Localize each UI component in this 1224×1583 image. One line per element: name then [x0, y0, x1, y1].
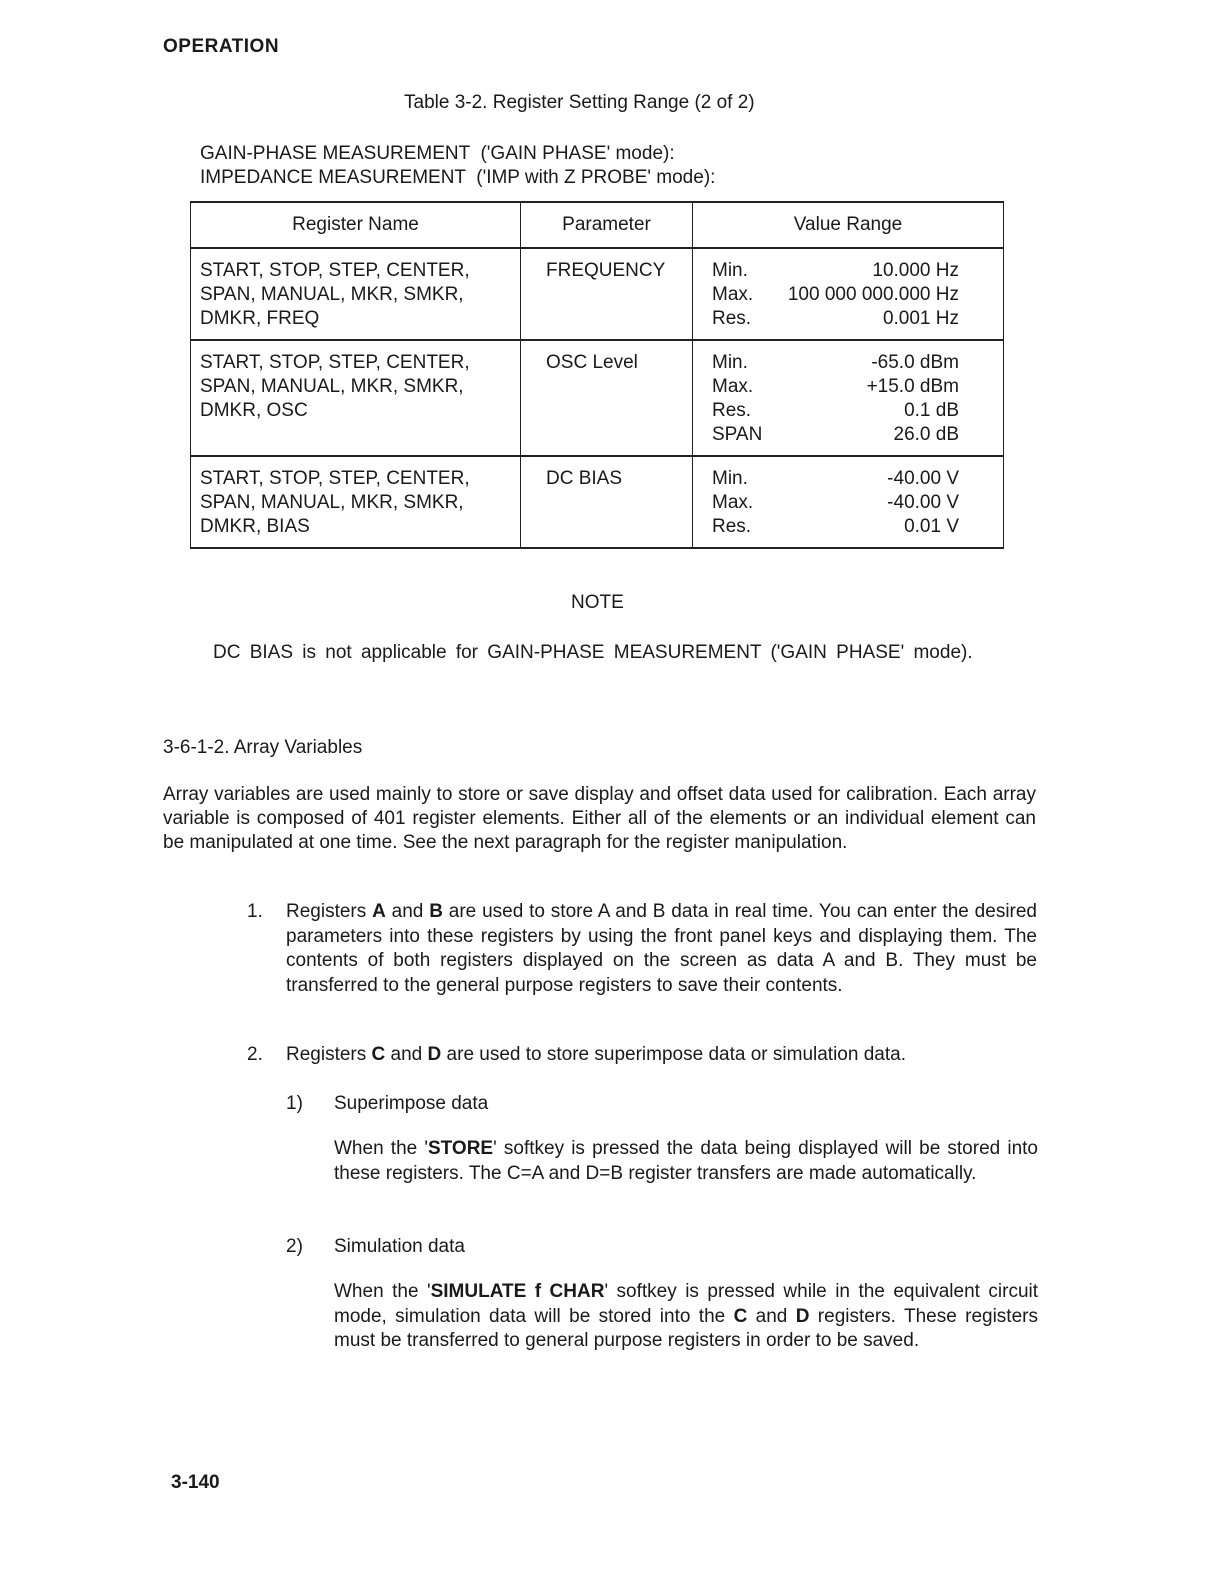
value-label: Min. — [712, 352, 748, 373]
section-header: OPERATION — [163, 36, 280, 57]
value-amount: 10.000 Hz — [872, 260, 959, 281]
parameter-cell: OSC Level — [521, 340, 693, 456]
value-label: Max. — [712, 376, 754, 397]
list-item-number: 2. — [247, 1044, 263, 1065]
column-header-parameter: Parameter — [521, 202, 693, 248]
table-row — [191, 340, 1004, 456]
register-name-line: SPAN, MANUAL, MKR, SMKR, — [200, 492, 464, 513]
sub-list-item-title: Simulation data — [334, 1236, 465, 1257]
value-amount: 26.0 dB — [893, 424, 959, 445]
register-names-cell — [191, 456, 521, 548]
column-header-register-name: Register Name — [191, 202, 521, 248]
list-item-text: Registers C and D are used to store superimpose data or simulation data. — [286, 1044, 906, 1065]
note-text: DC BIAS is not applicable for GAIN-PHASE MEASUREMENT ('GAIN PHASE' mode). — [213, 642, 973, 663]
table-header-row — [191, 202, 1004, 248]
register-name-line: START, STOP, STEP, CENTER, — [200, 352, 470, 373]
value-amount: +15.0 dBm — [866, 376, 959, 397]
value-range-cell — [693, 456, 1004, 548]
table-row — [191, 248, 1004, 340]
sub-list-item-number: 1) — [286, 1093, 303, 1114]
simulation-paragraph: When the 'SIMULATE f CHAR' softkey is pressed while in the equivalent circuit mode, simulation data will be stored into the C and D registers. These registers must be transferred to general purpose registers in order to be saved. — [334, 1281, 1039, 1351]
value-label: Max. — [712, 284, 754, 305]
register-name-line: DMKR, OSC — [200, 400, 308, 421]
register-name-line: START, STOP, STEP, CENTER, — [200, 468, 470, 489]
value-label: Max. — [712, 492, 754, 513]
value-amount: -40.00 V — [887, 468, 959, 489]
value-amount: 0.1 dB — [904, 400, 959, 421]
note-heading: NOTE — [571, 592, 624, 613]
superimpose-paragraph: When the 'STORE' softkey is pressed the data being displayed will be stored into these registers. The C=A and D=B register transfers are made automatically. — [334, 1138, 1038, 1184]
sub-list-item-title: Superimpose data — [334, 1093, 489, 1114]
parameter-cell: DC BIAS — [521, 456, 693, 548]
value-amount: 0.01 V — [904, 516, 959, 537]
register-setting-table — [190, 201, 1004, 549]
value-amount: -40.00 V — [887, 492, 959, 513]
section-heading: 3-6-1-2. Array Variables — [163, 737, 363, 758]
value-label: Res. — [712, 308, 752, 329]
intro-paragraph: Array variables are used mainly to store or save display and offset data used for calibration. Each array variable is composed of 401 register elements. Either all of the elements or an individual element can be manipulated at one time. See the next paragraph for the register manipulation. — [163, 784, 1036, 853]
mode-line-gain-phase: GAIN-PHASE MEASUREMENT ('GAIN PHASE' mode): — [200, 143, 675, 164]
register-name-line: SPAN, MANUAL, MKR, SMKR, — [200, 284, 464, 305]
value-label: Res. — [712, 516, 752, 537]
mode-line-impedance: IMPEDANCE MEASUREMENT ('IMP with Z PROBE' mode): — [200, 167, 716, 188]
value-label: Min. — [712, 468, 748, 489]
register-name-line: START, STOP, STEP, CENTER, — [200, 260, 470, 281]
page-number: 3-140 — [171, 1472, 220, 1493]
register-name-line: DMKR, BIAS — [200, 516, 310, 537]
value-amount: 0.001 Hz — [882, 308, 959, 329]
value-amount: 100 000 000.000 Hz — [787, 284, 959, 305]
list-item-text: Registers A and B are used to store A and B data in real time. You can enter the desired parameters into these registers by using the front panel keys and displaying them. The contents of both registers displayed on the screen as data A and B. They must be transferred to the general purpose registers to save their contents. — [286, 901, 1038, 996]
value-range-cell — [693, 340, 1004, 456]
register-names-cell — [191, 340, 521, 456]
value-label: Min. — [712, 260, 748, 281]
column-header-value-range: Value Range — [693, 202, 1004, 248]
value-amount: -65.0 dBm — [871, 352, 959, 373]
register-name-line: SPAN, MANUAL, MKR, SMKR, — [200, 376, 464, 397]
register-names-cell — [191, 248, 521, 340]
value-label: SPAN — [712, 424, 763, 445]
table-title: Table 3-2. Register Setting Range (2 of 2) — [404, 92, 755, 113]
register-name-line: DMKR, FREQ — [200, 308, 320, 329]
table-row — [191, 456, 1004, 548]
parameter-cell: FREQUENCY — [521, 248, 693, 340]
sub-list-item-number: 2) — [286, 1236, 303, 1257]
value-range-cell — [693, 248, 1004, 340]
value-label: Res. — [712, 400, 752, 421]
list-item-number: 1. — [247, 901, 263, 922]
